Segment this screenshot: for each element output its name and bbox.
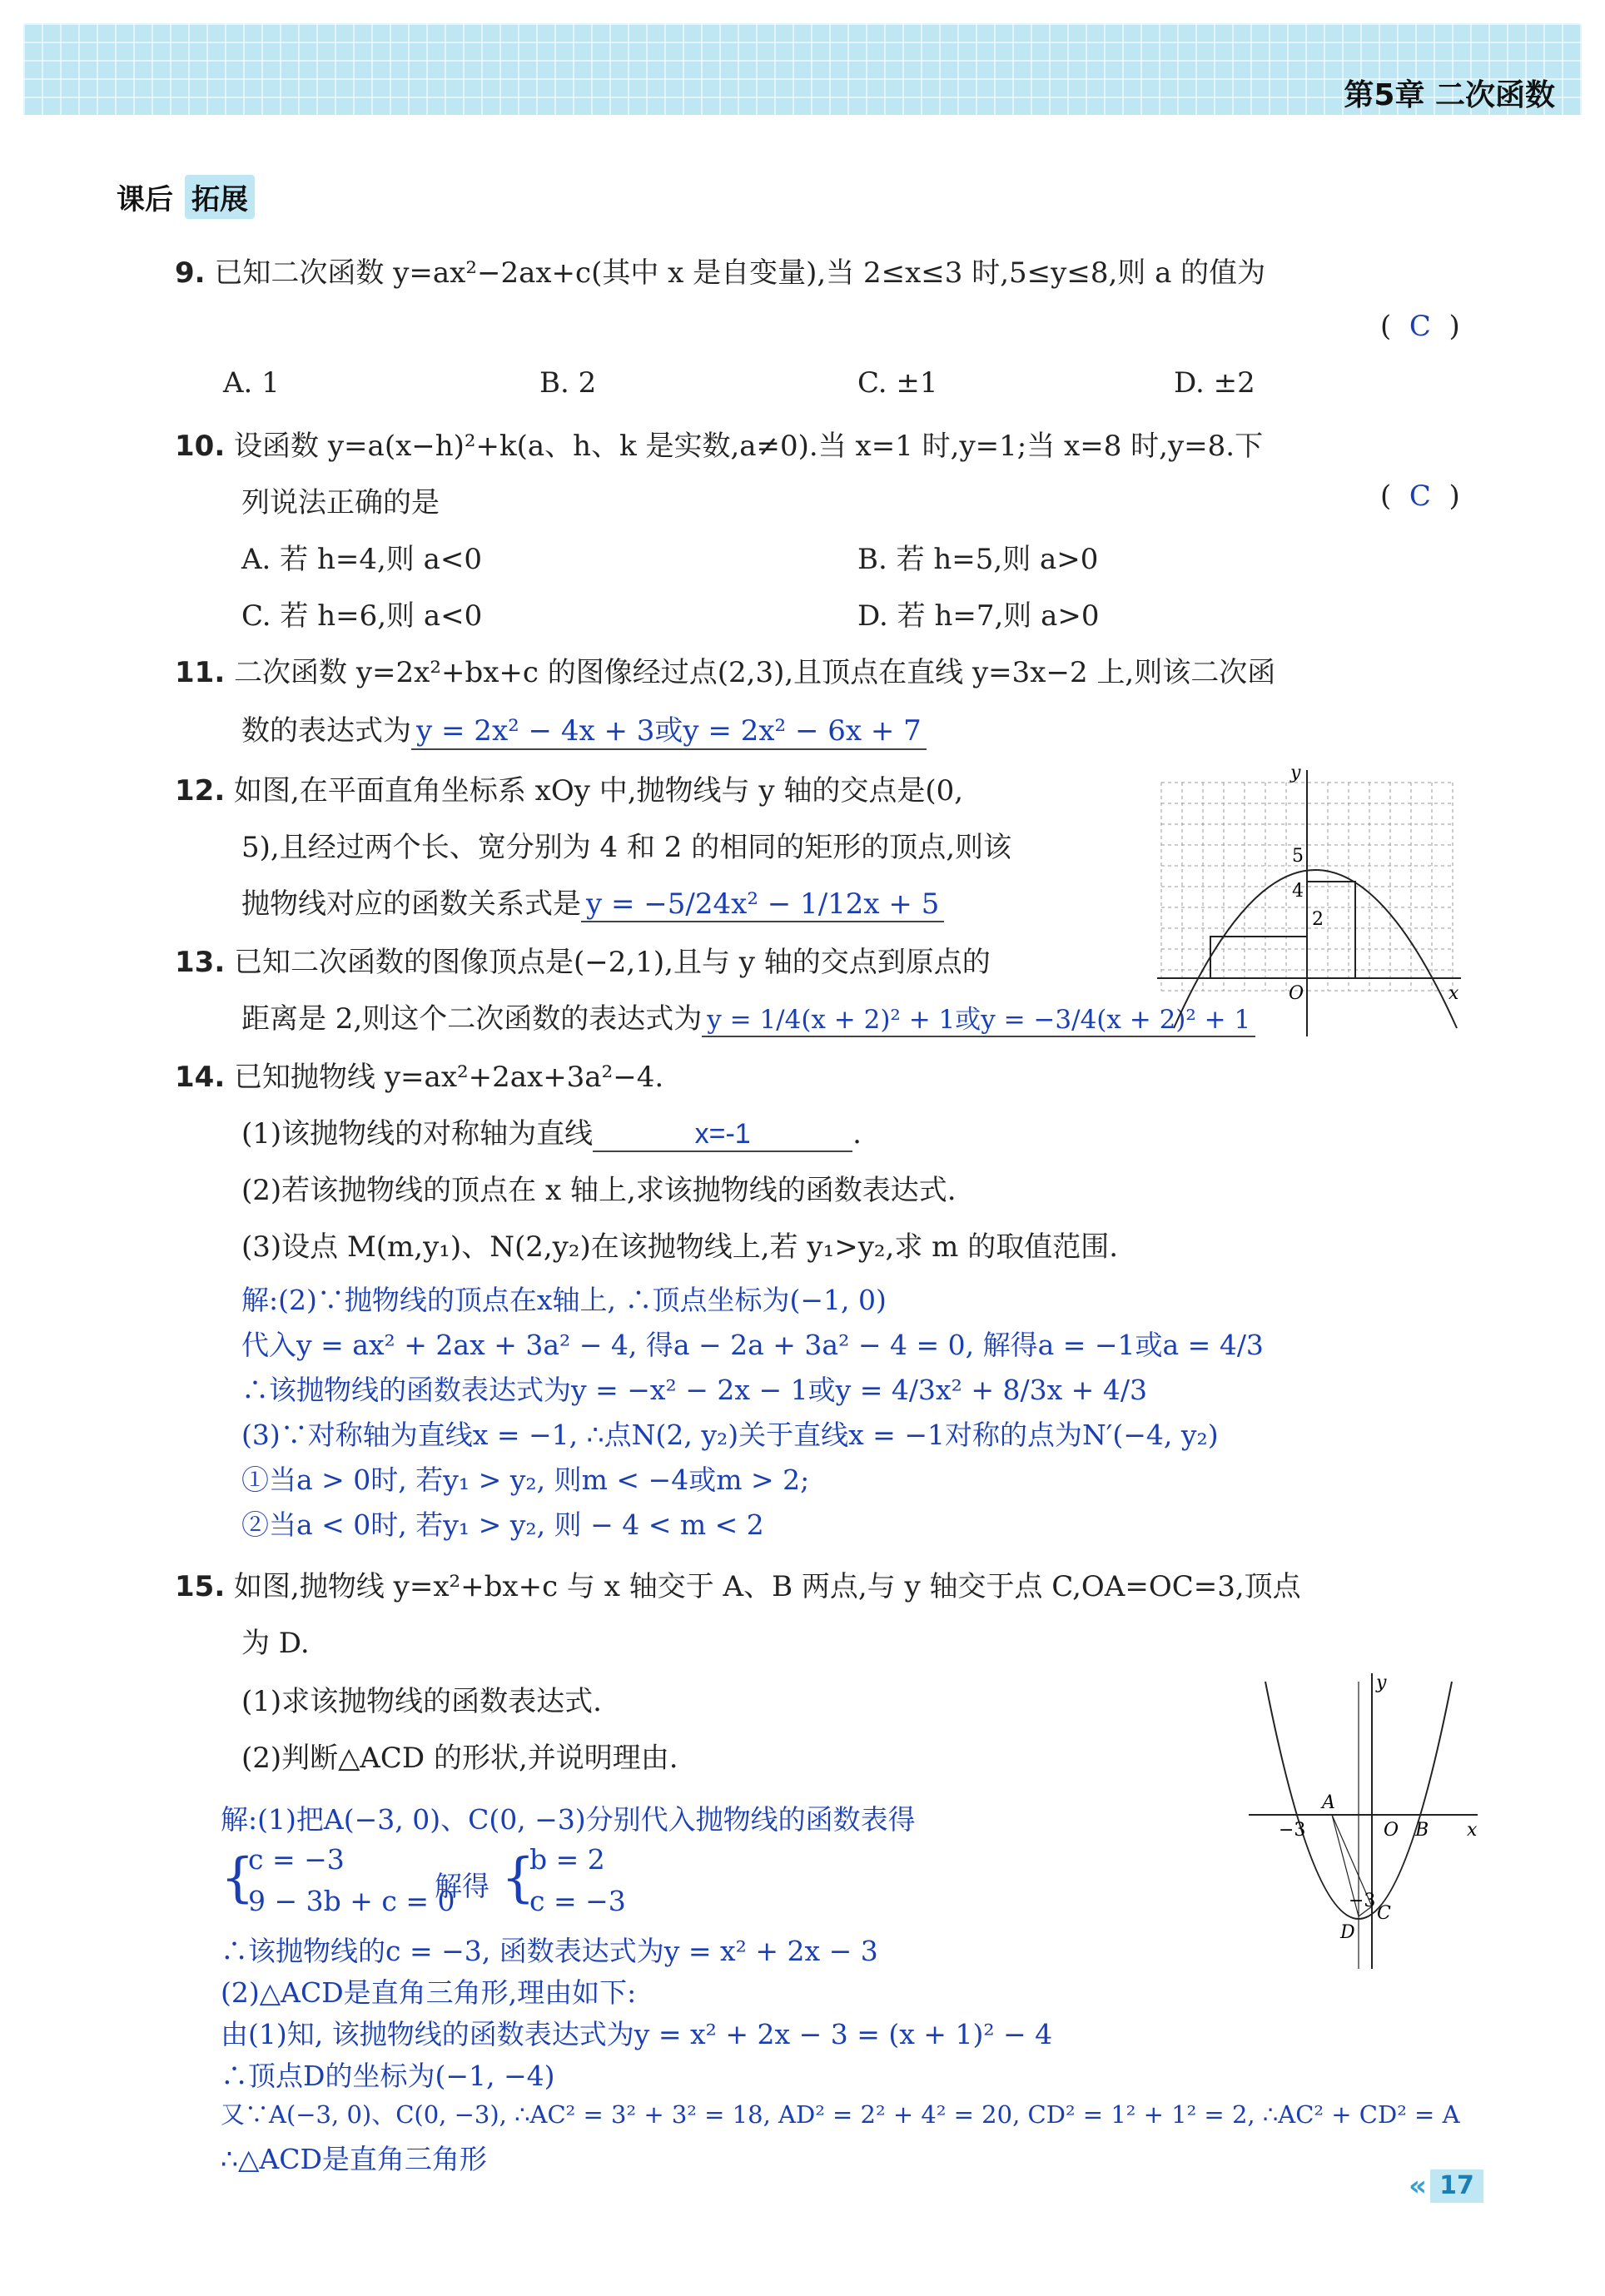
q15-stem: [175, 1563, 1301, 1604]
rect-right: [1307, 882, 1355, 978]
q15-res1: b = 2: [529, 1843, 605, 1876]
q14-line1: 已知抛物线 y=ax²+2ax+3a²−4.: [234, 1061, 664, 1094]
q12-line2: 5),且经过两个长、宽分别为 4 和 2 的相同的矩形的顶点,则该: [241, 831, 1012, 864]
q15-figure: [1240, 1665, 1490, 1973]
q9-text: 已知二次函数 y=ax²−2ax+c(其中 x 是自变量),当 2≤x≤3 时,5≤y≤8,则 a 的值为: [214, 256, 1266, 290]
q13-number: 13.: [175, 946, 226, 979]
section-label-tag: 拓展: [185, 175, 255, 219]
q15-part2: (2)判断△ACD 的形状,并说明理由.: [241, 1742, 678, 1775]
q9-option-c: C. ±1: [857, 366, 938, 400]
q15-solution-line12: ∴△ACD是直角三角形: [221, 2143, 487, 2175]
fig15-d-label: D: [1340, 1922, 1355, 1943]
q13-line2: 距离是 2,则这个二次函数的表达式为: [241, 1002, 703, 1036]
q14-solution-line2: 代入y = ax² + 2ax + 3a² − 4, 得a − 2a + 3a² − 4 = 0, 解得a = −1或a = 4/3: [241, 1329, 1264, 1361]
q11-line2: 数的表达式为: [241, 714, 411, 748]
q14-part3: (3)设点 M(m,y₁)、N(2,y₂)在该抛物线上,若 y₁>y₂,求 m 的取值范围.: [241, 1230, 1119, 1264]
q12-line3-wrap: [241, 881, 944, 922]
brace-right: {: [501, 1847, 535, 1909]
brace-left: {: [221, 1847, 255, 1909]
page-number: 17: [1430, 2169, 1483, 2203]
chapter-title: 第5章 二次函数: [1344, 78, 1555, 112]
q14-part2: (2)若该抛物线的顶点在 x 轴上,求该抛物线的函数表达式.: [241, 1174, 957, 1207]
q15-line1: 如图,抛物线 y=x²+bx+c 与 x 轴交于 A、B 两点,与 y 轴交于点 C,OA=OC=3,顶点: [234, 1570, 1301, 1603]
fig15-x-label: x: [1467, 1820, 1478, 1841]
fig12-tick-4: 4: [1292, 881, 1304, 902]
q9-number: 9.: [175, 256, 206, 290]
rect-left: [1210, 937, 1307, 978]
q14-solution-line4: (3)∵对称轴为直线x = −1, ∴点N(2, y₂)关于直线x = −1对称的点为N′(−4, y₂): [241, 1419, 1219, 1451]
q10-option-b: B. 若 h=5,则 a>0: [857, 543, 1099, 576]
fig12-tick-5: 5: [1292, 846, 1304, 867]
fig12-x-label: x: [1448, 983, 1459, 1004]
page-chevron-icon: «: [1409, 2169, 1427, 2203]
q9-answer-box: ( C ): [1380, 310, 1460, 343]
q14-solution-line3: ∴该抛物线的函数表达式为y = −x² − 2x − 1或y = 4/3x² + 8/3x + 4/3: [241, 1374, 1147, 1406]
q13-answer: y = 1/4(x + 2)² + 1或y = −3/4(x + 2)² + 1: [702, 998, 1255, 1037]
fig15-a-label: A: [1322, 1792, 1335, 1813]
q12-number: 12.: [175, 774, 226, 808]
q14-solution-line6: ②当a < 0时, 若y₁ > y₂, 则 − 4 < m < 2: [241, 1508, 764, 1541]
q15-line2: 为 D.: [241, 1627, 310, 1660]
q15-part1: (1)求该抛物线的函数表达式.: [241, 1685, 602, 1718]
q15-solution-line1: 解:(1)把A(−3, 0)、C(0, −3)分别代入抛物线的函数表得: [221, 1803, 916, 1836]
q9-stem: [175, 250, 1265, 291]
q15-res2: c = −3: [529, 1885, 626, 1917]
q9-answer: C: [1409, 310, 1431, 343]
q13-line1: 已知二次函数的图像顶点是(−2,1),且与 y 轴的交点到原点的: [234, 946, 991, 979]
q15-eq1: c = −3: [248, 1843, 345, 1876]
q12-line1: 如图,在平面直角坐标系 xOy 中,抛物线与 y 轴的交点是(0,: [234, 774, 964, 808]
q13-line2-wrap: [241, 996, 1255, 1037]
q9-option-d: D. ±2: [1174, 366, 1255, 400]
fig12-origin-label: O: [1289, 983, 1304, 1004]
q14-part1-wrap: (1)该抛物线的对称轴为直线 x=-1 .: [241, 1117, 862, 1150]
q15-solution-line8: (2)△ACD是直角三角形,理由如下:: [221, 1976, 637, 2009]
fig15-b-label: B: [1415, 1820, 1429, 1841]
q12-figure: [1157, 762, 1465, 1045]
q15-solution-line7: ∴该抛物线的c = −3, 函数表达式为y = x² + 2x − 3: [221, 1935, 878, 1967]
q15-eq2: 9 − 3b + c = 0: [248, 1885, 455, 1917]
q14-part1-answer: x=-1: [593, 1118, 852, 1152]
q10-stem: [175, 423, 1263, 464]
q12-stem: [175, 768, 963, 808]
q15-solution-line11: 又∵A(−3, 0)、C(0, −3), ∴AC² = 3² + 3² = 18, AD² = 2² + 4² = 20, CD² = 1² + 1² = 2, ∴AC² + CD² = A: [221, 2100, 1460, 2129]
fig15-o-label: O: [1384, 1820, 1399, 1841]
fig12-tick-2: 2: [1312, 909, 1324, 930]
fig15-c-label: C: [1377, 1903, 1391, 1924]
q14-solution-line1: 解:(2)∵抛物线的顶点在x轴上, ∴顶点坐标为(−1, 0): [241, 1284, 887, 1316]
section-label-main: 课后: [117, 183, 173, 216]
q11-stem: [175, 649, 1275, 690]
q10-answer-box: ( C ): [1380, 480, 1460, 513]
section-label: [117, 175, 255, 219]
q15-solution-line10: ∴顶点D的坐标为(−1, −4): [221, 2060, 555, 2092]
q11-line2-wrap: [241, 708, 927, 750]
q15-solve-label: 解得: [435, 1870, 489, 1902]
q10-answer: C: [1409, 480, 1431, 513]
q10-option-c: C. 若 h=6,则 a<0: [241, 599, 483, 633]
q15-number: 15.: [175, 1570, 226, 1603]
q11-line1: 二次函数 y=2x²+bx+c 的图像经过点(2,3),且顶点在直线 y=3x−2 上,则该二次函: [234, 656, 1276, 689]
q15-solution-line9: 由(1)知, 该抛物线的函数表达式为y = x² + 2x − 3 = (x + 1)² − 4: [221, 2018, 1053, 2050]
q10-line1: 设函数 y=a(x−h)²+k(a、h、k 是实数,a≠0).当 x=1 时,y=1;当 x=8 时,y=8.下: [234, 430, 1264, 463]
q14-number: 14.: [175, 1061, 226, 1094]
q11-number: 11.: [175, 656, 226, 689]
q12-line3: 抛物线对应的函数关系式是: [241, 887, 581, 921]
q10-number: 10.: [175, 430, 226, 463]
q12-answer: y = −5/24x² − 1/12x + 5: [581, 887, 944, 922]
q14-part1: (1)该抛物线的对称轴为直线: [241, 1117, 594, 1150]
q14-solution-line5: ①当a > 0时, 若y₁ > y₂, 则m < −4或m > 2;: [241, 1464, 810, 1496]
fig12-y-label: y: [1290, 763, 1301, 783]
q9-option-b: B. 2: [539, 366, 597, 400]
q14-stem: [175, 1054, 663, 1095]
q10-option-d: D. 若 h=7,则 a>0: [857, 599, 1100, 633]
q10-option-a: A. 若 h=4,则 a<0: [241, 543, 482, 576]
q13-stem: [175, 939, 991, 980]
q11-answer: y = 2x² − 4x + 3或y = 2x² − 6x + 7: [411, 708, 927, 750]
fig15-neg3-y: −3: [1349, 1891, 1376, 1911]
q10-line2: 列说法正确的是: [241, 486, 440, 519]
fig15-y-label: y: [1376, 1672, 1387, 1693]
q9-option-a: A. 1: [223, 366, 280, 400]
fig15-neg3-x: −3: [1279, 1820, 1306, 1841]
